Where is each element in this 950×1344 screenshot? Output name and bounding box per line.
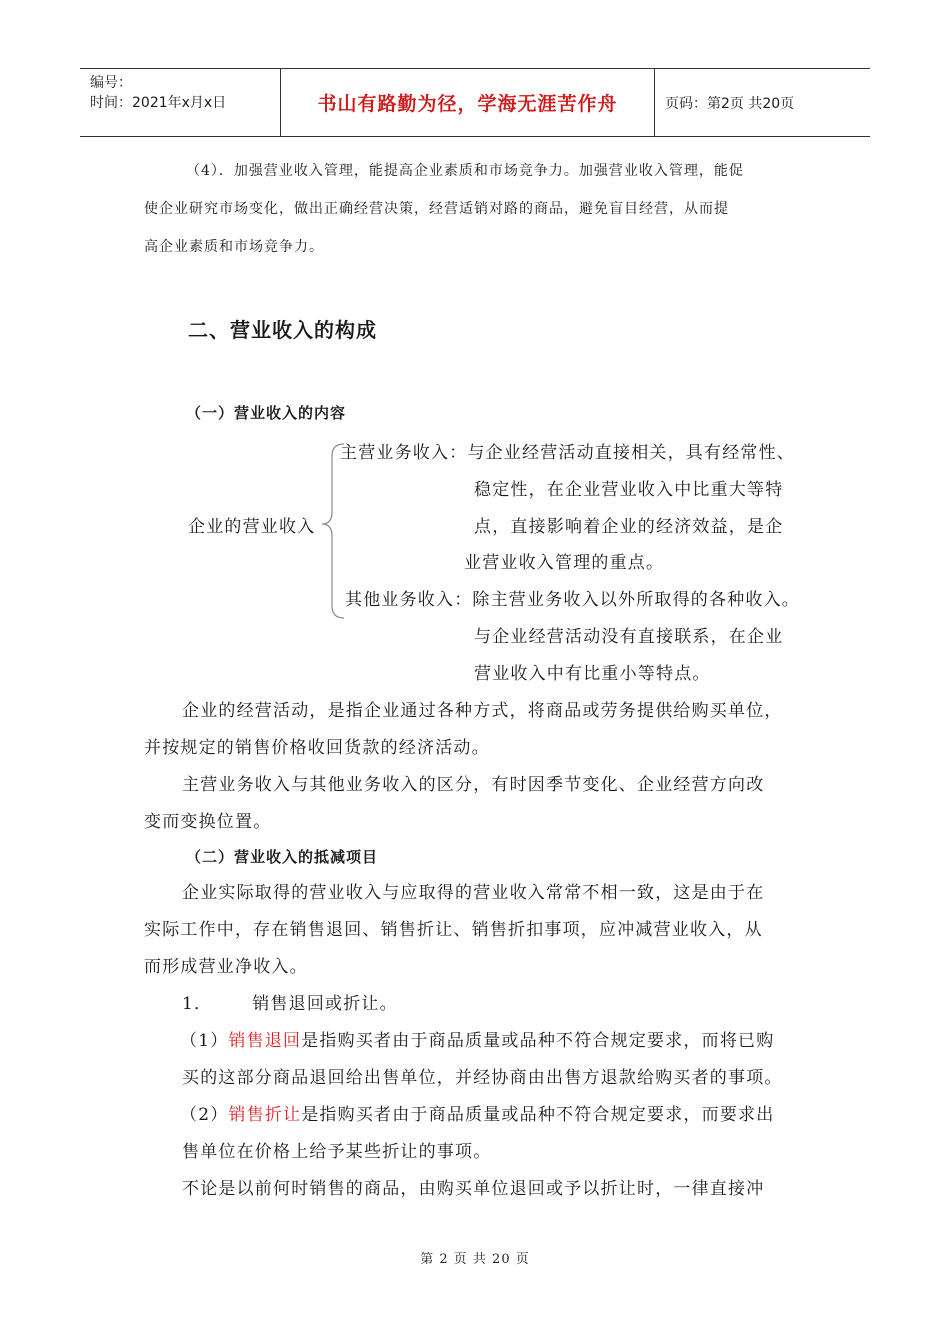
- diagram-root: 企业的营业收入: [188, 517, 316, 537]
- section-heading: 二、营业收入的构成: [188, 318, 377, 342]
- para2-line-2: 变而变换位置。: [144, 812, 272, 832]
- subsection-heading-2: （二）营业收入的抵减项目: [186, 848, 379, 866]
- header-meta: [80, 69, 281, 136]
- last-line: 不论是以前何时销售的商品，由购买单位退回或予以折让时，一律直接冲: [182, 1179, 765, 1199]
- intro-line-2: 使企业研究市场变化，做出正确经营决策，经营适销对路的商品，避免盲目经营，从而提: [144, 201, 729, 217]
- header-motto: 书山有路勤为径，学海无涯苦作舟: [281, 69, 655, 136]
- other-business-line-3: 营业收入中有比重小等特点。: [474, 664, 711, 684]
- main-business-line-2: 稳定性，在企业营业收入中比重大等特: [474, 480, 784, 500]
- other-business-label: 其他业务收入：除主营业务收入以外所取得的各种收入。: [345, 590, 801, 610]
- other-business-line-2: 与企业经营活动没有直接联系，在企业: [474, 627, 784, 647]
- subsection-heading-1: （一）营业收入的内容: [186, 404, 347, 422]
- main-business-line-3: 点，直接影响着企业的经济效益，是企: [474, 517, 784, 537]
- item-1-1-line-2: 买的这部分商品退回给出售单位，并经协商由出售方退款给购买者的事项。: [182, 1068, 783, 1088]
- item-1-1: （1）销售退回是指购买者由于商品质量或品种不符合规定要求，而将已购: [180, 1031, 775, 1051]
- para3-line-1: 企业实际取得的营业收入与应取得的营业收入常常不相一致，这是由于在: [182, 883, 765, 903]
- term-sales-return: 销售退回: [228, 1031, 302, 1051]
- page-footer: 第 2 页 共 20 页: [420, 1252, 530, 1267]
- item-1: 1． 销售退回或折让。: [182, 994, 398, 1014]
- item-1-2-line-2: 售单位在价格上给予某些折让的事项。: [182, 1142, 492, 1162]
- para3-line-3: 而形成营业净收入。: [144, 957, 308, 977]
- para2-line-1: 主营业务收入与其他业务收入的区分，有时因季节变化、企业经营方向改: [182, 775, 765, 795]
- intro-line-1: （4）．加强营业收入管理，能提高企业素质和市场竞争力。加强营业收入管理，能促: [186, 163, 744, 179]
- para1-line-2: 并按规定的销售价格收回货款的经济活动。: [144, 738, 490, 758]
- main-business-label: 主营业务收入：与企业经营活动直接相关，具有经常性、: [340, 443, 796, 463]
- para1-line-1: 企业的经营活动，是指企业通过各种方式，将商品或劳务提供给购买单位，: [182, 701, 783, 721]
- item-1-2: （2）销售折让是指购买者由于商品质量或品种不符合规定要求，而要求出: [180, 1105, 775, 1125]
- time-label: 时间：2021年x月x日: [90, 95, 227, 111]
- main-business-line-4: 业营业收入管理的重点。: [464, 553, 665, 573]
- number-label: 编号：: [90, 75, 132, 91]
- term-sales-allowance: 销售折让: [228, 1105, 302, 1125]
- para3-line-2: 实际工作中，存在销售退回、销售折让、销售折扣事项，应冲减营业收入，从: [144, 920, 763, 940]
- header-page-label: 页码：第2页 共20页: [665, 95, 795, 112]
- page-header: [80, 68, 870, 137]
- intro-line-3: 高企业素质和市场竞争力。: [144, 239, 324, 255]
